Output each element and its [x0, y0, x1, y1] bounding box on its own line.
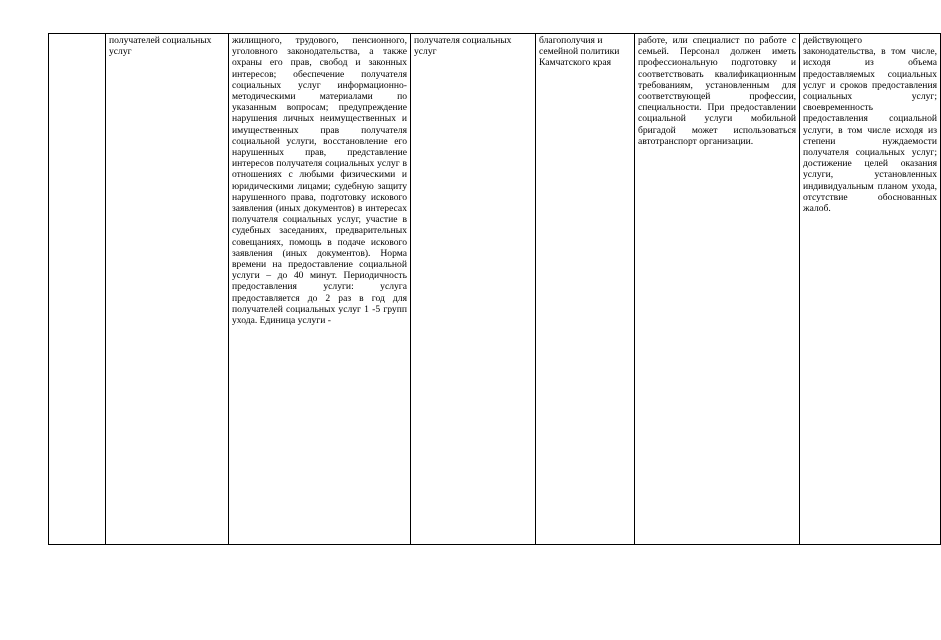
services-table: [48, 33, 941, 545]
cell-staff-requirements: работе, или специалист по работе с семьей. Персонал должен иметь профессиональную подготовку и соответствовать квалификационным требованиям, установленным для соответствующей профессии, специальности. При предоставлении социальной услуги мобильной бригадой может использоваться автотранспорт организации.: [635, 34, 800, 545]
cell-recipients: получателей социальных услуг: [106, 34, 229, 545]
cell-unit: получателя социальных услуг: [411, 34, 536, 545]
cell-number: [49, 34, 106, 545]
cell-service-description: жилищного, трудового, пенсионного, уголовного законодательства, а также охраны его прав, свобод и законных интересов; обеспечение получателя социальных услуг информационно-методическими материалами по указанным вопросам; предупреждение нарушения личных неимущественных и имущественных прав получателя социальной услуги, восстановление его нарушенных прав, представление интересов получателя социальных услуг в отношениях с любыми физическими и юридическими лицами; судебную защиту нарушенного права, подготовку искового заявления (иных документов) в интересах получателя социальных услуг, участие в судебных заседаниях, предварительных совещаниях, помощь в подаче искового заявления (иных документов). Норма времени на предоставление социальной услуги – до 40 минут. Периодичность предоставления услуги: услуга предоставляется до 2 раз в год для получателей социальных услуг 1 -5 групп ухода. Единица услуги -: [229, 34, 411, 545]
cell-quality-criteria: действующего законодательства, в том числе, исходя из объема предоставляемых социальных услуг и сроков предоставления социальных услуг; своевременность предоставления социальной услуги, в том числе исходя из степени нуждаемости получателя социальных услуг; достижение целей оказания услуги, установленных индивидуальным планом ухода, отсутствие обоснованных жалоб.: [800, 34, 941, 545]
cell-ministry: благополучия и семейной политики Камчатского края: [536, 34, 635, 545]
table-row: [49, 34, 941, 545]
